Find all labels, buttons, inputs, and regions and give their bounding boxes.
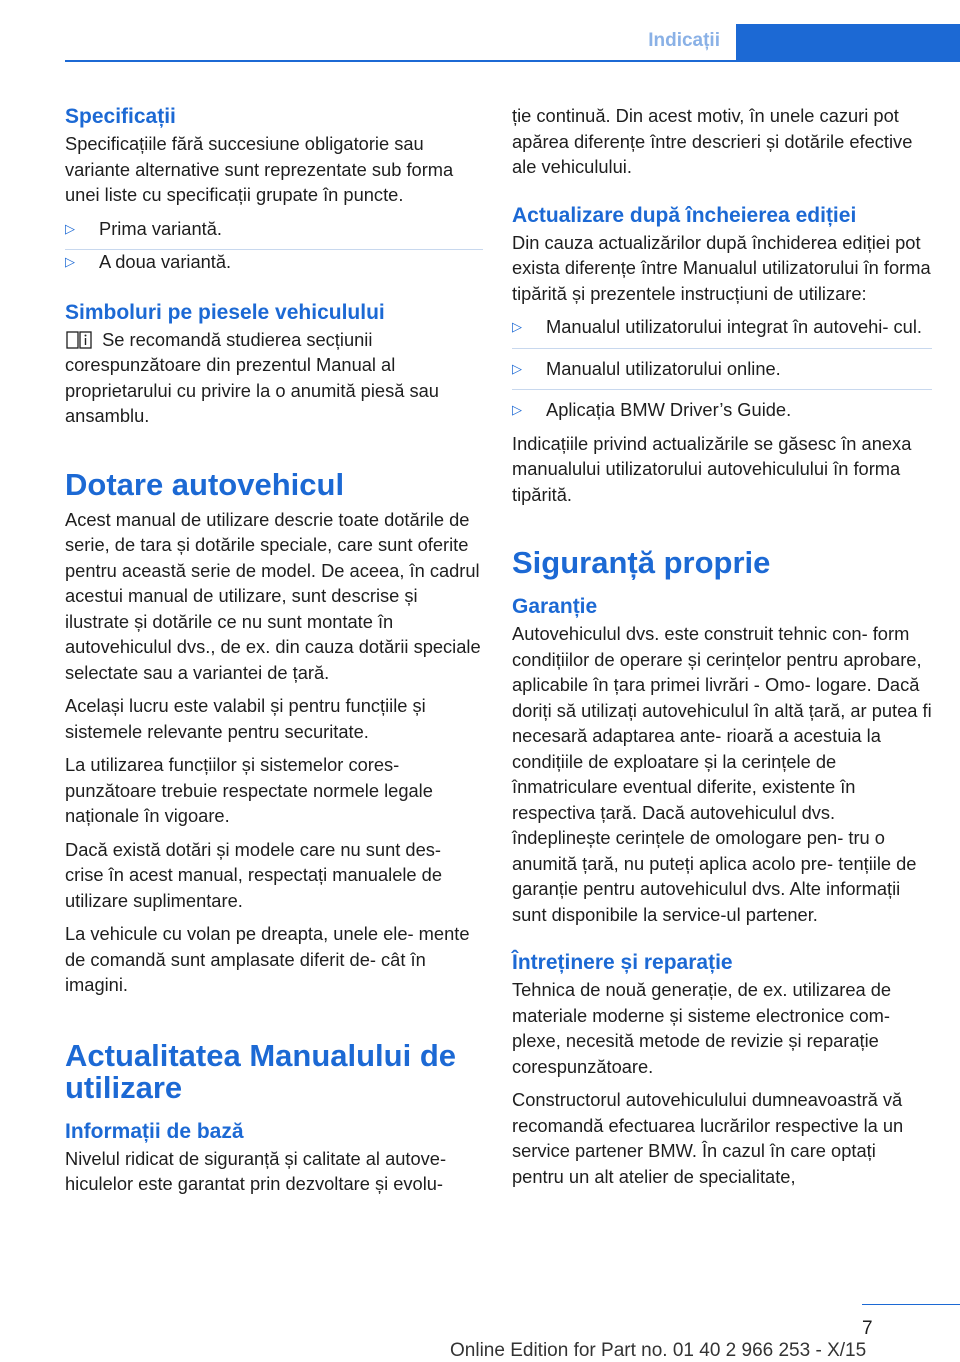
paragraph: Specificațiile fără succesiune obligatorie sau variante alternative sunt reprezentate sub forma unei liste cu specificații grupate în puncte.	[65, 133, 454, 205]
list-item: ▷ Manualul utilizatorului online.	[512, 356, 932, 382]
paragraph: Se recomandă studierea secțiunii corespunzătoare din prezentul Manual al proprietarului cu privire la o anumită piesă sau ansamblu.	[65, 328, 439, 426]
triangle-bullet-icon: ▷	[512, 360, 522, 376]
update-list	[512, 314, 932, 423]
paragraph: La vehicule cu volan pe dreapta, unele ele- mente de comandă sunt amplasate diferit de- cât în imagini.	[65, 923, 470, 995]
section-title-update: Actualizare după încheierea ediției	[512, 203, 857, 227]
spec-list	[65, 216, 483, 275]
triangle-bullet-icon: ▷	[512, 402, 522, 417]
paragraph: Autovehiculul dvs. este construit tehnic con- form condițiilor de operare și cerințelor pentru aprobare, aplicabile în țara primei livrări - Omo- logare. Dacă doriți să utilizați autovehiculul în altă țară, ar putea fi necesară adaptarea ante- rioară a acestuia la condițiile de exploatare și la cerințele de înmatriculare eventual diferite, existente în respectiva țară. Dacă autovehiculul dvs. îndeplinește cerințele de omologare pen- tru o anumită țară, nu puteți aplica acolo pre- tențiile de garanție pentru autovehiculul dvs. Alte informații sunt disponibile la service-ul partener.	[512, 623, 932, 925]
header-tab	[736, 24, 960, 62]
chapter-title-safety: Siguranță proprie	[512, 545, 771, 580]
section-title-warranty: Garanție	[512, 595, 598, 618]
paragraph: Constructorul autovehiculului dumneavoastră vă recomandă efectuarea lucrărilor respective la un service partener BMW. În cazul în care optați pentru un alt atelier de specialitate,	[512, 1089, 904, 1187]
chapter-title-currency: Actualitatea Manualului de utilizare	[65, 1037, 457, 1105]
running-header: Indicații	[648, 30, 720, 51]
paragraph: Acest manual de utilizare descrie toate dotările de serie, de tara și dotările speciale, care sunt oferite pentru această serie de model. De aceea, în cadrul acestui manual de utilizare, sunt descrise și ilustrate și dotările ce nu sunt montate în autovehiculul dvs., de ex. din cauza dotării speciale selectate sau a variantei de țară.	[65, 508, 481, 683]
paragraph: ție continuă. Din acest motiv, în unele cazuri pot apărea diferențe între descrieri și dotările efective ale vehiculului.	[512, 105, 913, 177]
left-column	[65, 103, 483, 1197]
list-item: ▷ Aplicația BMW Driver’s Guide.	[512, 397, 932, 423]
list-item: ▷ Prima variantă.	[65, 216, 483, 242]
footer-edition: Online Edition for Part no. 01 40 2 966 253 - X/15	[450, 1340, 867, 1361]
page-number: 7	[862, 1318, 873, 1339]
paragraph: Indicațiile privind actualizările se găsesc în anexa manualului utilizatorului autovehiculului în forma tipărită.	[512, 432, 912, 505]
chapter-title-equipment: Dotare autovehicul	[65, 466, 345, 502]
paragraph: Din cauza actualizărilor după închiderea ediției pot exista diferențe între Manualul utilizatorului în forma tipărită și prezentele instrucțiuni de utilizare:	[512, 231, 931, 304]
footer-rule	[862, 1304, 960, 1305]
triangle-bullet-icon: ▷	[512, 319, 522, 334]
paragraph: Nivelul ridicat de siguranță și calitate al autove- hiculelor este garantat prin dezvoltare și evolu-	[65, 1147, 447, 1194]
list-item: ▷ A doua variantă.	[65, 249, 483, 275]
triangle-bullet-icon: ▷	[65, 254, 75, 269]
paragraph: La utilizarea funcțiilor și sistemelor cores- punzătoare trebuie respectate normele legale naționale în vigoare.	[65, 754, 433, 826]
book-icon	[65, 331, 93, 349]
section-title-symbols: Simboluri pe piesele vehiculului	[65, 300, 385, 324]
section-title-spec: Specificații	[65, 105, 176, 128]
paragraph: Același lucru este valabil și pentru funcțiile și sistemele relevante pentru securitate.	[65, 695, 426, 742]
section-title-maintenance: Întreținere și reparație	[512, 951, 733, 974]
triangle-bullet-icon: ▷	[65, 220, 75, 236]
paragraph: Tehnica de nouă generație, de ex. utilizarea de materiale moderne și sisteme electronice com- plexe, necesită metode de revizie și reparație corespunzătoare.	[512, 979, 892, 1077]
right-column	[512, 103, 932, 1189]
paragraph: Dacă există dotări și modele care nu sunt des- crise în acest manual, respectați manualele de utilizare suplimentare.	[65, 838, 442, 911]
list-item: ▷ Manualul utilizatorului integrat în autovehi- cul.	[512, 314, 932, 340]
section-title-basic: Informații de bază	[65, 1119, 244, 1143]
